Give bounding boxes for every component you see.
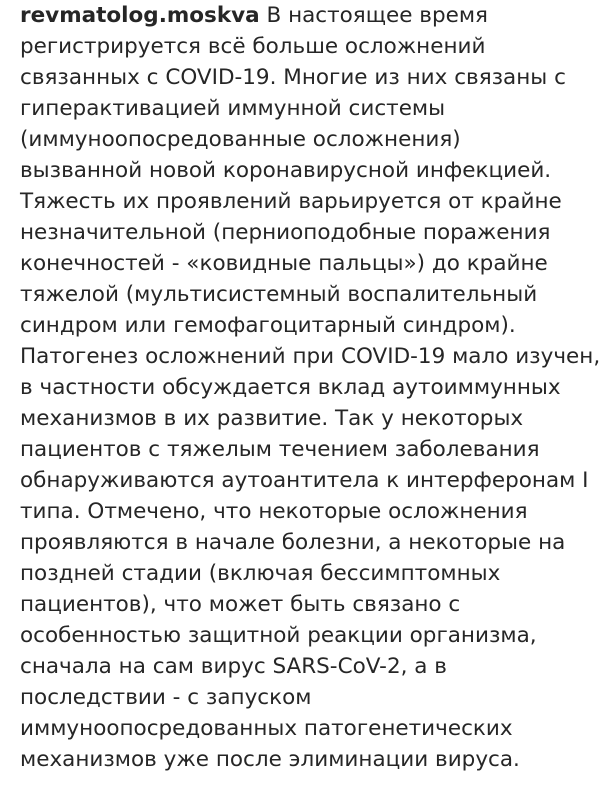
caption-line: механизмов в их развитие. Так у некоторых — [20, 406, 524, 431]
caption-line: иммуноопосредованных патогенетических — [20, 716, 513, 741]
caption-line: Тяжесть их проявлений варьируется от крайне — [20, 189, 562, 214]
caption-line: особенностью защитной реакции организма, — [20, 623, 537, 648]
caption-line: незначительной (перниоподобные поражения — [20, 220, 551, 245]
post-caption — [20, 0, 600, 775]
caption-line: тяжелой (мультисистемный воспалительный — [20, 282, 538, 307]
username-link[interactable]: revmatolog.moskva — [20, 3, 260, 28]
caption-line: гиперактивацией иммунной системы — [20, 96, 446, 121]
caption-line: в частности обсуждается вклад аутоиммунных — [20, 375, 561, 400]
caption-line: последствии - с запуском — [20, 685, 312, 710]
caption-line: сначала на сам вирус SARS-CoV-2, а в — [20, 654, 447, 679]
caption-text: В настоящее время — [259, 3, 488, 28]
caption-line: пациентов с тяжелым течением заболевания — [20, 437, 540, 462]
caption-line: механизмов уже после элиминации вируса. — [20, 747, 520, 772]
caption-line: типа. Отмечено, что некоторые осложнения — [20, 499, 528, 524]
caption-line: вызванной новой коронавирусной инфекцией. — [20, 158, 552, 183]
caption-line: пациентов), что может быть связано с — [20, 592, 461, 617]
caption-line: связанных с COVID-19. Многие из них связаны с — [20, 65, 566, 90]
caption-line: Патогенез осложнений при COVID-19 мало изучен, — [20, 344, 601, 369]
caption-line: поздней стадии (включая бессимптомных — [20, 561, 501, 586]
caption-line: синдром или гемофагоцитарный синдром). — [20, 313, 516, 338]
caption-line: конечностей - «ковидные пальцы») до крайне — [20, 251, 548, 276]
caption-line: проявляются в начале болезни, а некоторые на — [20, 530, 566, 555]
caption-line: (иммуноопосредованные осложнения) — [20, 127, 461, 152]
caption-line — [20, 0, 600, 31]
caption-line: обнаруживаются аутоантитела к интерферонам I — [20, 468, 589, 493]
caption-line: регистрируется всё больше осложнений — [20, 34, 486, 59]
